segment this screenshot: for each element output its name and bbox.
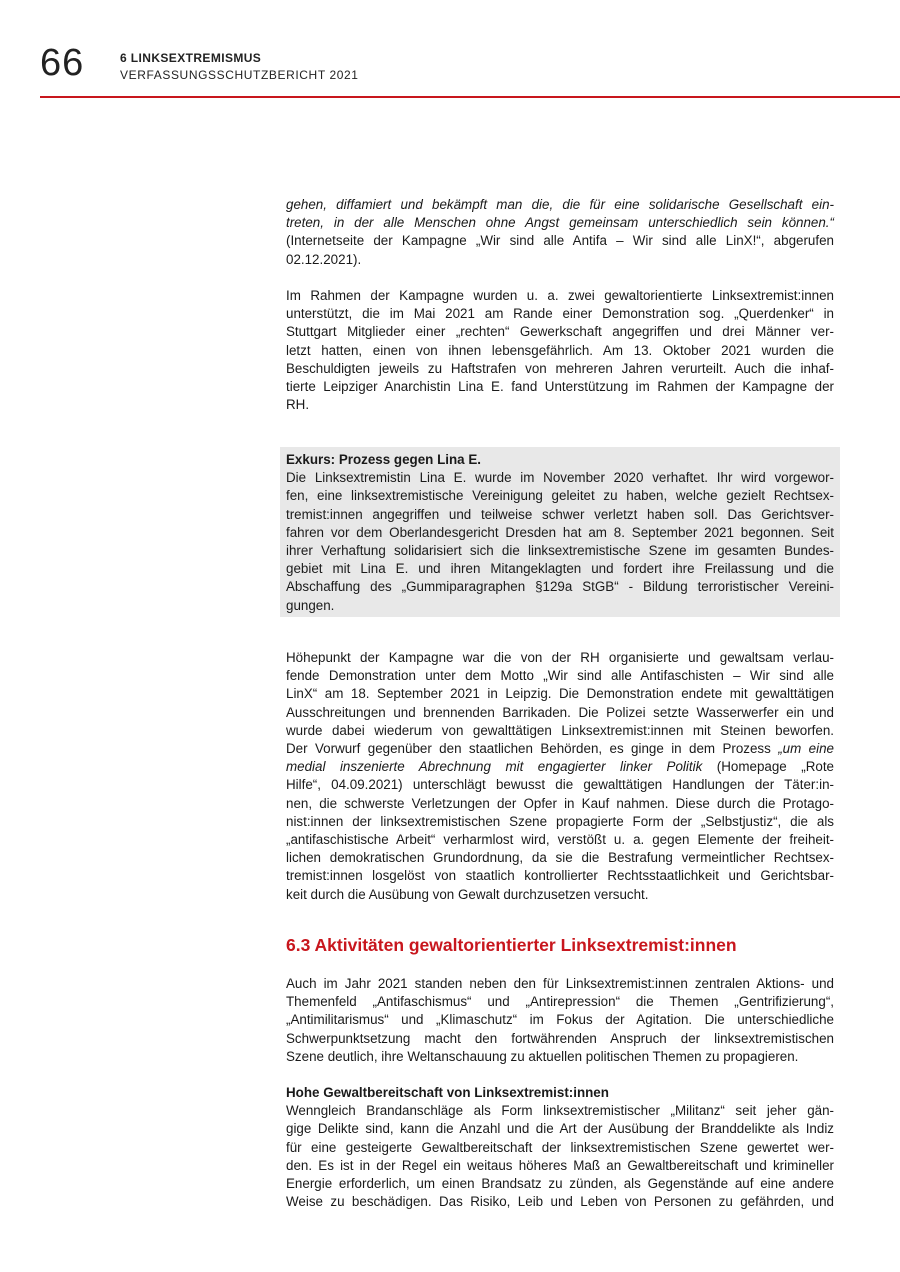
text-line: fende Demonstration unter dem Motto „Wir sind alle Antifaschisten – Wir sind alle: [286, 668, 834, 684]
text-line: ihrer Verhaftung solidarisiert sich die linksextremistische Szene im gesamten Bundes-: [286, 543, 834, 559]
exkurs-title: Exkurs: Prozess gegen Lina E.: [286, 452, 481, 467]
text-line: wurde dabei wiederum von gewalttätigen Linksextremist:innen mit Steinen beworfen.: [286, 722, 834, 738]
paragraph-demonstration: [286, 649, 834, 904]
page-number: 66: [40, 42, 85, 84]
text-line: 02.12.2021).: [286, 251, 362, 267]
text-line: treten, in der alle Menschen ohne Angst gemeinsam unterschiedlich sein können.“: [286, 215, 834, 231]
text-line: tierte Leipziger Anarchistin Lina E. fand Unterstützung im Rahmen der Kampagne der: [286, 379, 834, 395]
header-rule: [40, 96, 900, 98]
text-line: Hilfe“, 04.09.2021) unterschlägt bewusst die gewalttätigen Handlungen der Täter:in-: [286, 777, 834, 793]
quote-segment: medial inszenierte Abrechnung mit engagierter linker Politik: [286, 759, 703, 775]
text-line: Im Rahmen der Kampagne wurden u. a. zwei gewaltorientierte Linksextremist:innen: [286, 288, 834, 303]
text-line: nist:innen der linksextremistischen Szene propagierte Form der „Selbstjustiz“, die als: [286, 813, 834, 829]
text-line: RH.: [286, 397, 310, 413]
paragraph-violence: [286, 1084, 834, 1211]
text-line: unterstützt, die im Mai 2021 am Rande einer Demonstration sog. „Querdenker“ in: [286, 306, 834, 322]
text-line: Schwerpunktsetzung macht den fortwährenden Anspruch der linksextremistischen: [286, 1030, 834, 1046]
text-line: den. Es ist in der Regel ein weitaus höheres Maß an Gewaltbereitschaft und krimineller: [286, 1157, 834, 1173]
text-line: lichen demokratischen Grundordnung, da sie die Bestrafung vermeintlicher Rechtsex-: [286, 850, 834, 866]
text-line: gige Delikte sind, kann die Anzahl und die Art der Ausübung der Branddelikte als Indiz: [286, 1121, 834, 1137]
text-line: gungen.: [286, 597, 335, 613]
report-title: VERFASSUNGSSCHUTZBERICHT 2021: [120, 68, 359, 82]
text-segment: (Homepage „Rote: [702, 759, 835, 775]
text-line: Ausschreitungen und brennenden Barrikaden. Die Polizei setzte Wasserwerfer ein und: [286, 704, 834, 720]
text-line: Themenfeld „Antifaschismus“ und „Antirepression“ die Themen „Gentrifizierung“,: [286, 994, 834, 1010]
text-line: (Internetseite der Kampagne „Wir sind alle Antifa – Wir sind alle LinX!“, abgerufen: [286, 233, 834, 249]
quote-segment: „um eine: [778, 741, 834, 757]
text-line: fen, eine linksextremistische Vereinigung geleitet zu haben, welche gezielt Rechtsex-: [286, 488, 834, 504]
text-line: Weise zu beschädigen. Das Risiko, Leib und Leben von Personen zu gefährden, und: [286, 1194, 834, 1210]
text-line: [286, 758, 834, 776]
text-line: gehen, diffamiert und bekämpft man die, die für eine solidarische Gesellschaft ein-: [286, 197, 834, 212]
text-line: Höhepunkt der Kampagne war die von der RH organisierte und gewaltsam verlau-: [286, 650, 834, 665]
text-line: nen, die schwerste Verletzungen der Opfer in Kauf nahmen. Diese durch die Protago-: [286, 795, 834, 811]
text-line: [286, 740, 834, 758]
paragraph-themes: [286, 975, 834, 1066]
text-segment: Der Vorwurf gegenüber den staatlichen Behörden, es ginge in dem Prozess: [286, 741, 779, 757]
sub-heading: Hohe Gewaltbereitschaft von Linksextremist:innen: [286, 1085, 609, 1100]
text-line: Beschuldigten jeweils zu Haftstrafen von mehreren Jahren verurteilt. Auch die inhaf-: [286, 360, 834, 376]
text-line: Abschaffung des „Gummiparagraphen §129a StGB“ - Bildung terroristischer Vereini-: [286, 579, 834, 595]
text-line: fahren vor dem Oberlandesgericht Dresden hat am 8. September 2021 begonnen. Seit: [286, 524, 834, 540]
text-line: tremist:innen angegriffen und teilweise schwer verletzt haben soll. Das Gerichtsver-: [286, 506, 834, 522]
chapter-title: 6 LINKSEXTREMISMUS: [120, 51, 262, 65]
section-heading: 6.3 Aktivitäten gewaltorientierter Linksextremist:innen: [286, 935, 737, 955]
text-line: Szene deutlich, ihre Weltanschauung zu aktuellen politischen Themen zu propagieren.: [286, 1048, 799, 1064]
text-line: Die Linksextremistin Lina E. wurde im November 2020 verhaftet. Ihr wird vorgewor-: [286, 470, 834, 486]
quote-paragraph: [286, 196, 834, 269]
text-line: keit durch die Ausübung von Gewalt durchzusetzen versucht.: [286, 886, 649, 902]
text-line: „antifaschistische Arbeit“ verharmlost wird, verstößt u. a. gegen Elemente der freiheit-: [286, 832, 834, 848]
text-line: Wenngleich Brandanschläge als Form linksextremistischer „Militanz“ seit jeher gän-: [286, 1103, 834, 1119]
paragraph-campaign: [286, 287, 834, 414]
text-line: letzt hatten, einen von ihnen lebensgefährlich. Am 13. Oktober 2021 wurden die: [286, 342, 834, 358]
text-line: tremist:innen losgelöst von staatlich kontrollierter Rechtsstaatlichkeit und Gerichtsbar-: [286, 868, 834, 884]
text-line: Energie erforderlich, um einen Brandsatz zu zünden, als Gegenstände auf eine andere: [286, 1176, 834, 1192]
text-line: Auch im Jahr 2021 standen neben den für Linksextremist:innen zentralen Aktions- und: [286, 976, 834, 991]
text-line: „Antimilitarismus“ und „Klimaschutz“ im Fokus der Agitation. Die unterschiedliche: [286, 1012, 834, 1028]
text-line: gebiet mit Lina E. und ihren Mitangeklagten und fordert ihre Freilassung und die: [286, 561, 834, 577]
exkurs-content: [286, 451, 834, 615]
text-line: für eine gesteigerte Gewaltbereitschaft der linksextremistischen Szene gewertet wer-: [286, 1139, 834, 1155]
text-line: LinX“ am 18. September 2021 in Leipzig. Die Demonstration endete mit gewalttätigen: [286, 686, 834, 702]
text-line: Stuttgart Mitglieder einer „rechten“ Gewerkschaft angegriffen und drei Männer ver-: [286, 324, 834, 340]
